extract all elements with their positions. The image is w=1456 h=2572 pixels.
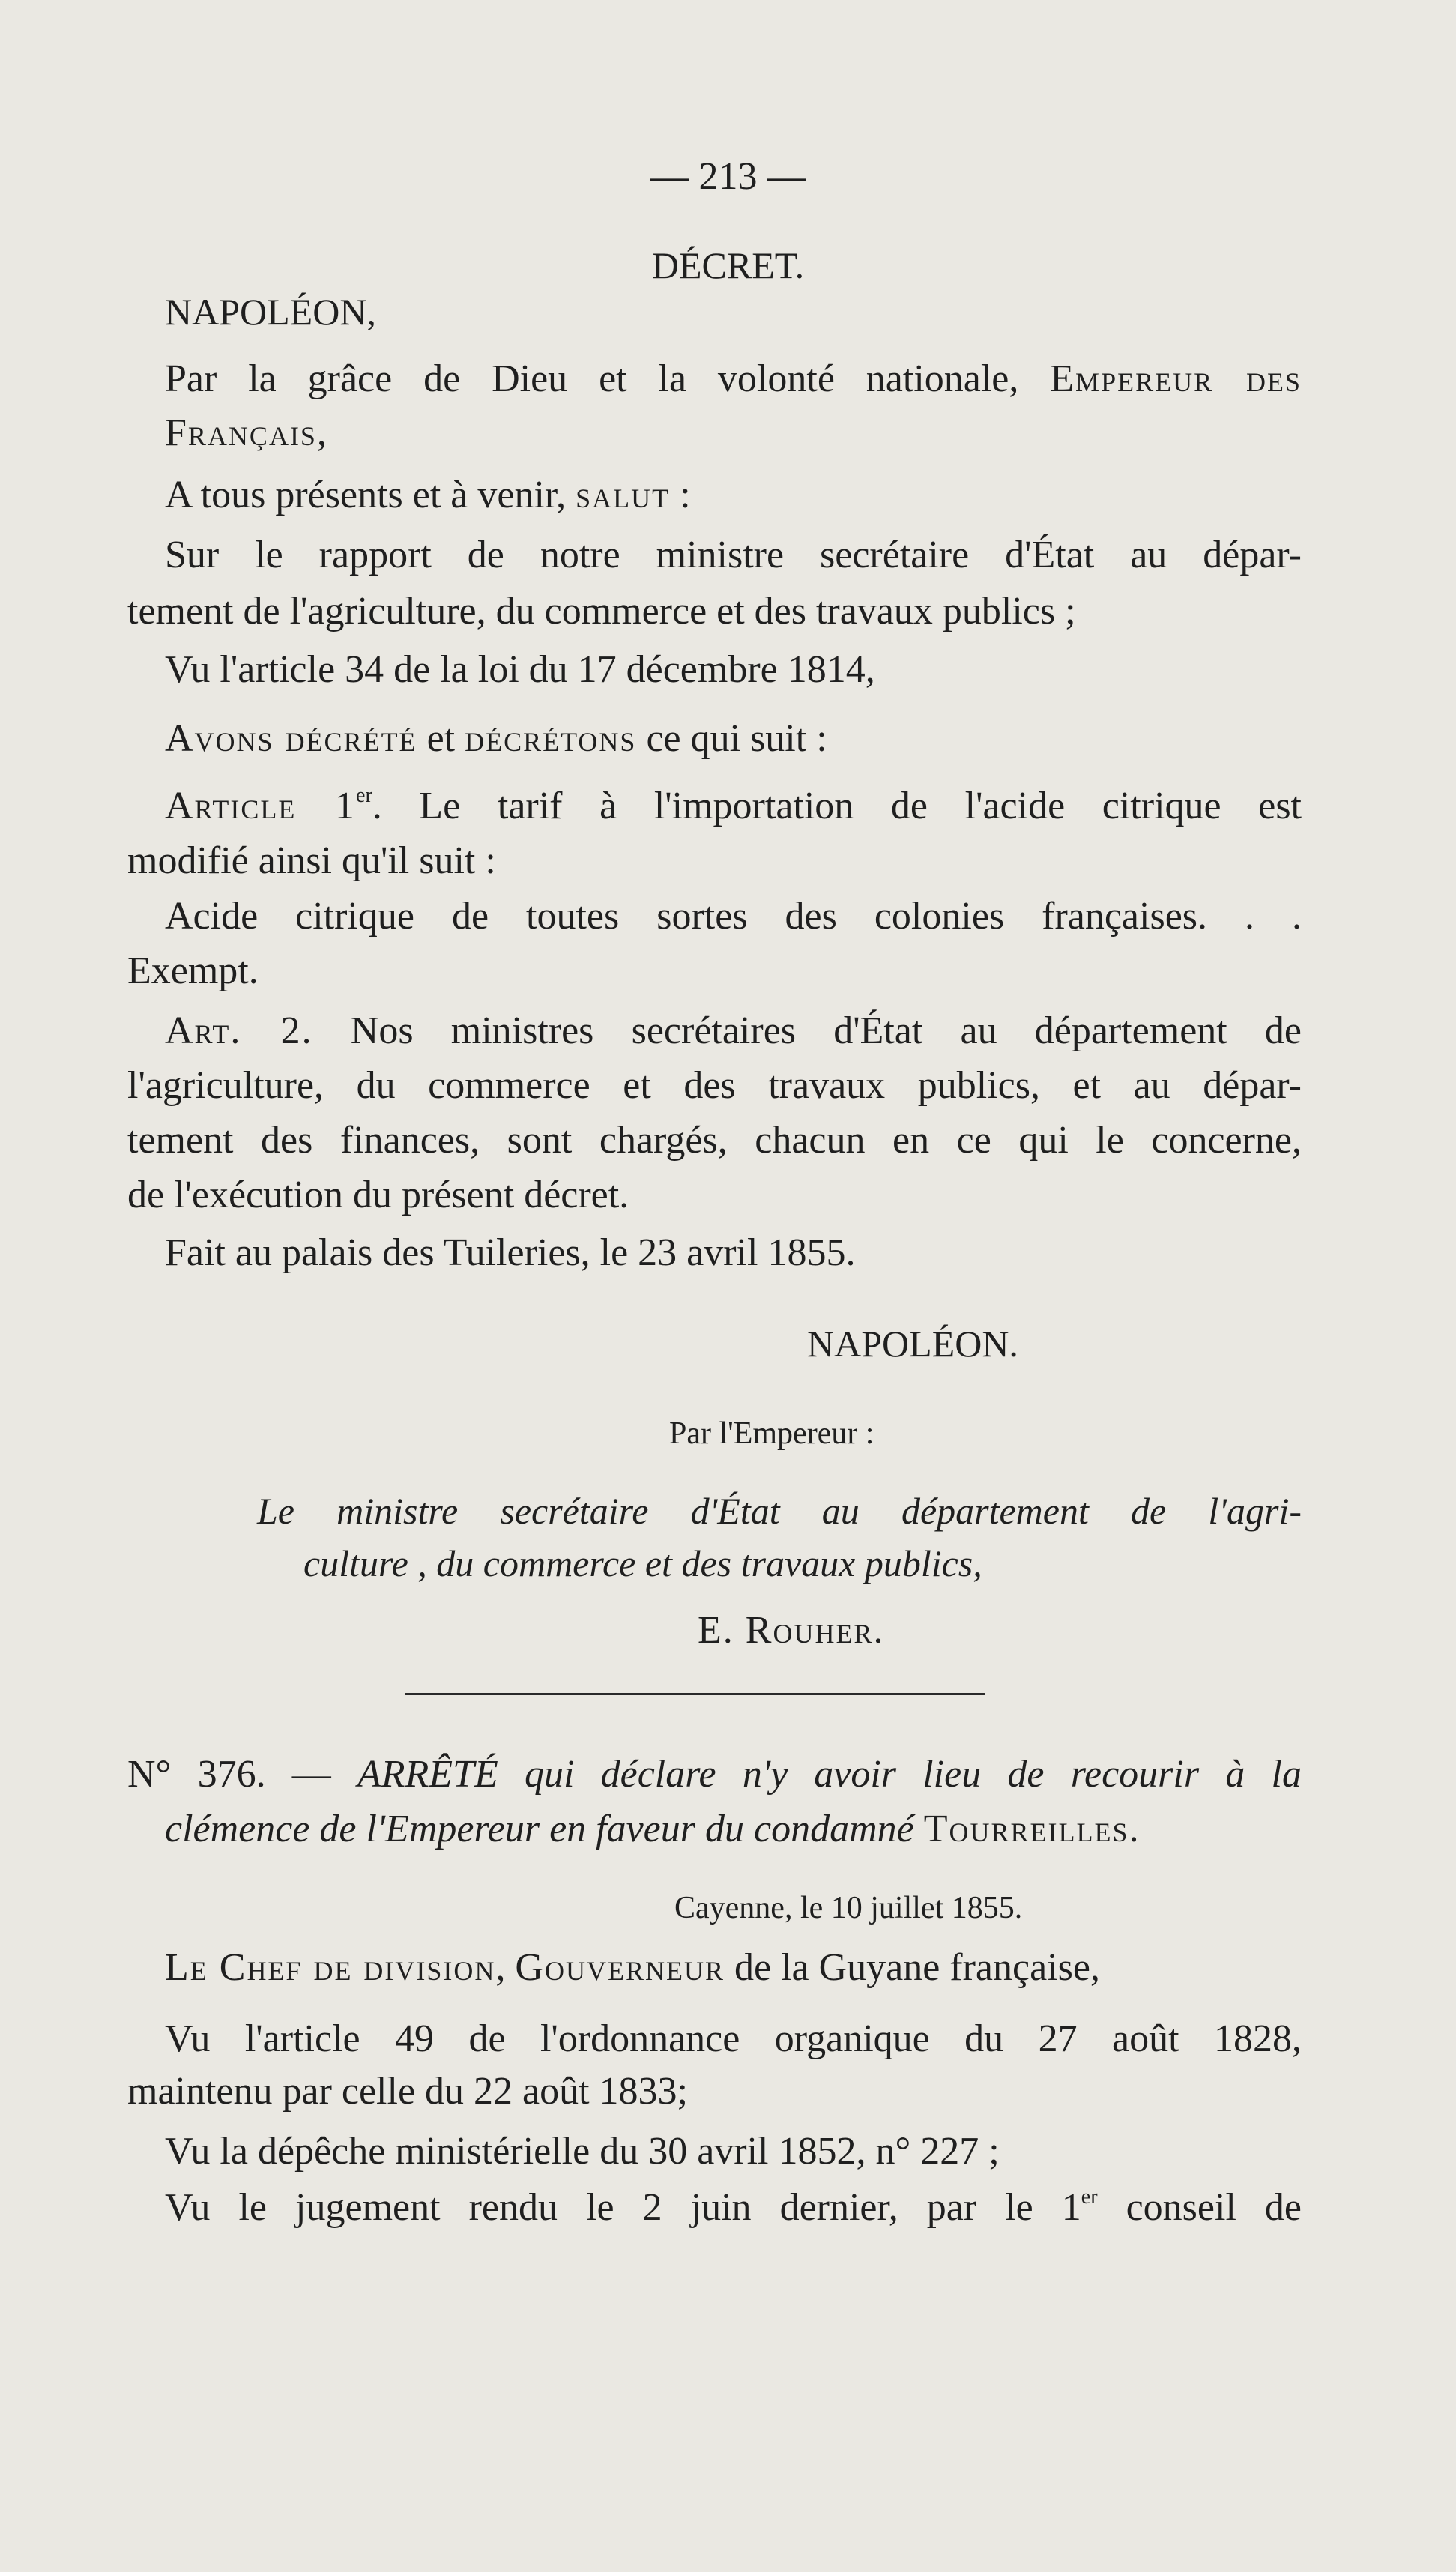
all-present-text: A tous présents et à venir, bbox=[165, 474, 567, 516]
article-1-label: Article 1 bbox=[165, 785, 357, 827]
seen-3-end: conseil de bbox=[1126, 2186, 1302, 2229]
arrete-number: N° 376. — bbox=[127, 1753, 331, 1796]
article-2-label: Art. 2. bbox=[165, 1009, 313, 1052]
arrete-title-a: ARRÊTÉ qui déclare n'y avoir lieu de recourir à la bbox=[357, 1753, 1302, 1796]
article-1-line-1 bbox=[165, 779, 1302, 833]
governor-title: Gouverneur bbox=[515, 1946, 725, 1989]
article-1-sup: er bbox=[356, 784, 372, 807]
seen-1-line-1: Vu l'article 49 de l'ordonnance organique du 27 août 1828, bbox=[165, 2017, 1302, 2060]
article-2-line-3: tement des finances, sont chargés, chacun en ce qui le concerne, bbox=[127, 1119, 1302, 1162]
decreed-and: et bbox=[426, 717, 456, 760]
seen-2: Vu la dépêche ministérielle du 30 avril 1852, n° 227 ; bbox=[165, 2130, 1000, 2173]
chef-line bbox=[165, 1941, 1100, 1995]
chef-rest: de la Guyane française, bbox=[734, 1946, 1100, 1989]
arrete-title-line-2 bbox=[165, 1802, 1140, 1856]
article-2-line-1 bbox=[165, 1004, 1302, 1058]
acid-line-1: Acide citrique de toutes sortes des colonies françaises. . . bbox=[165, 895, 1302, 938]
minister-line-1: Le ministre secrétaire d'État au département de l'agri- bbox=[257, 1490, 1302, 1532]
seen-1-line-2: maintenu par celle du 22 août 1833; bbox=[127, 2070, 689, 2113]
salut-word: salut bbox=[576, 474, 671, 516]
by-emperor: Par l'Empereur : bbox=[669, 1416, 874, 1451]
acid-line-2: Exempt. bbox=[127, 950, 259, 992]
article-2-line-2: l'agriculture, du commerce et des travaux publics, et au dépar- bbox=[127, 1064, 1302, 1107]
grace-line bbox=[165, 352, 1302, 406]
place-date: Cayenne, le 10 juillet 1855. bbox=[674, 1891, 1023, 1925]
article-1-text: . Le tarif à l'importation de l'acide citrique est bbox=[372, 785, 1302, 827]
section-divider bbox=[405, 1693, 985, 1695]
emperor-title: Empereur des bbox=[1050, 357, 1302, 400]
article-1-line-2: modifié ainsi qu'il suit : bbox=[127, 839, 496, 882]
seen-3-text: Vu le jugement rendu le 2 juin dernier, par le 1 bbox=[165, 2186, 1081, 2229]
convict-name: Tourreilles. bbox=[923, 1808, 1141, 1850]
article-2-text: Nos ministres secrétaires d'État au département de bbox=[350, 1009, 1302, 1052]
grace-text: Par la grâce de Dieu et la volonté nationale, bbox=[165, 357, 1019, 400]
arrete-title-b: clémence de l'Empereur en faveur du condamné bbox=[165, 1808, 914, 1850]
minister-line-2: culture , du commerce et des travaux publics, bbox=[303, 1542, 982, 1584]
done-at: Fait au palais des Tuileries, le 23 avril 1855. bbox=[165, 1231, 856, 1274]
arrete-title-line-1 bbox=[127, 1748, 1302, 1802]
decreed-word: Avons décrété bbox=[165, 717, 417, 760]
seen-law: Vu l'article 34 de la loi du 17 décembre 1814, bbox=[165, 648, 875, 691]
seen-3 bbox=[165, 2181, 1302, 2235]
all-present-line bbox=[165, 468, 691, 522]
all-present-colon: : bbox=[680, 474, 691, 516]
seen-3-sup: er bbox=[1081, 2185, 1098, 2209]
decreed-word-2: décrétons bbox=[465, 717, 637, 760]
article-2-line-4: de l'exécution du présent décret. bbox=[127, 1174, 629, 1216]
decree-title: DÉCRET. bbox=[651, 244, 805, 286]
chef-title: Le Chef de division bbox=[165, 1946, 496, 1989]
francais-line: Français, bbox=[165, 411, 328, 454]
decreed-rest: ce qui suit : bbox=[646, 717, 827, 760]
decreed-line bbox=[165, 712, 827, 766]
chef-comma: , bbox=[495, 1946, 506, 1989]
report-line-1: Sur le rapport de notre ministre secrétaire d'État au dépar- bbox=[165, 534, 1302, 576]
report-line-2: tement de l'agriculture, du commerce et des travaux publics ; bbox=[127, 590, 1076, 633]
page-number: — 213 — bbox=[650, 155, 806, 198]
emperor-name: NAPOLÉON, bbox=[165, 291, 376, 333]
countersign: E. Rouher. bbox=[698, 1609, 885, 1652]
signature: NAPOLÉON. bbox=[807, 1323, 1018, 1365]
